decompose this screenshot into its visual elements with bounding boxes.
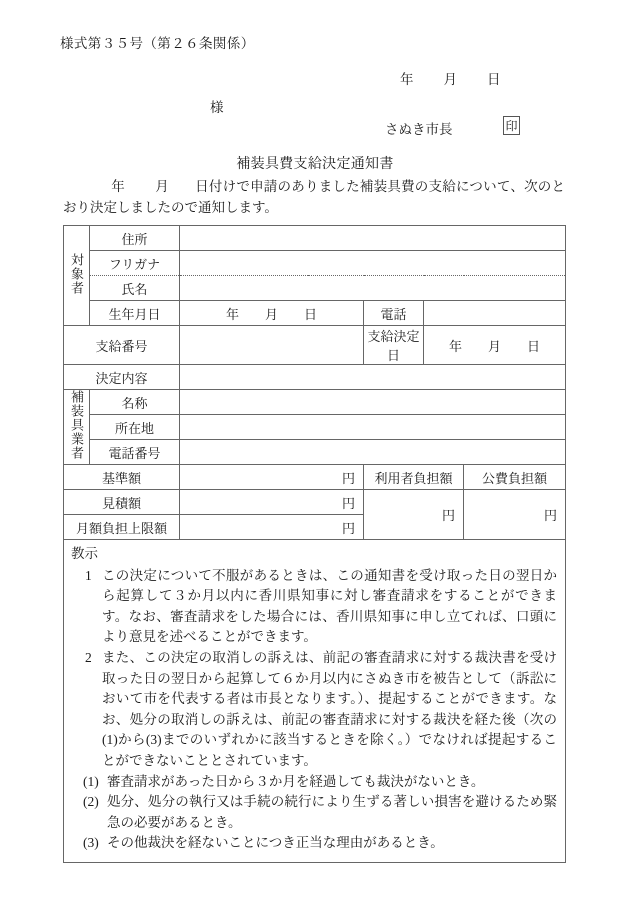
label-address: 住所 (90, 226, 180, 251)
field-decision-content[interactable] (180, 365, 566, 390)
notice-subitem-1-text: 審査請求があった日から３か月を経過しても裁決がないとき。 (107, 773, 485, 789)
table-row (64, 276, 566, 301)
field-birthdate[interactable] (180, 301, 364, 326)
field-vendor-address[interactable] (180, 415, 566, 440)
notice-item-2 (71, 648, 557, 772)
table-row (64, 365, 566, 390)
lead-month: 月 (154, 179, 169, 194)
label-payment-number: 支給番号 (64, 326, 180, 365)
lead-paragraph (63, 176, 565, 218)
label-furigana: フリガナ (90, 251, 180, 276)
field-furigana[interactable] (180, 251, 566, 276)
birthdate-day: 日 (304, 306, 318, 322)
notice-subitem-1-number: (1) (83, 773, 99, 789)
subject-group-label (64, 226, 90, 326)
notice-subitem-3-text: その他裁決を経ないことにつき正当な理由があるとき。 (107, 835, 444, 851)
label-decision-content: 決定内容 (64, 365, 180, 390)
label-vendor-address: 所在地 (90, 415, 180, 440)
notice-subitem-2 (71, 792, 557, 833)
page-title: 補装具費支給決定通知書 (236, 157, 394, 172)
table-row (64, 390, 566, 415)
field-phone[interactable] (424, 301, 566, 326)
table-row (64, 251, 566, 276)
decision-date-year: 年 (449, 338, 463, 354)
notice-item-1 (71, 566, 557, 648)
lead-text: 日付けで申請のありました補装具費の支給について、次のとおり決定しましたので通知します。 (63, 179, 566, 215)
label-user-burden: 利用者負担額 (364, 465, 464, 490)
yen-unit: 円 (441, 508, 455, 523)
field-user-burden[interactable] (364, 490, 464, 540)
vendor-group-label (64, 390, 90, 465)
birthdate-year: 年 (225, 306, 239, 322)
field-payment-number[interactable] (180, 326, 364, 365)
yen-unit: 円 (341, 495, 355, 511)
label-estimate-amount: 見積額 (64, 490, 180, 515)
label-public-burden: 公費負担額 (464, 465, 566, 490)
label-phone: 電話 (364, 301, 424, 326)
table-row (64, 540, 566, 863)
notice-subitem-1 (71, 772, 557, 793)
notice-item-1-text: この決定について不服があるときは、この通知書を受け取った日の翌日から起算して３か月以内に香川県知事に対し審査請求をすることができます。なお、審査請求をした場合には、香川県知事に申し立てれば、口頭により意見を述べることができます。 (102, 567, 558, 645)
label-monthly-cap-amount: 月額負担上限額 (64, 515, 180, 540)
birthdate-month: 月 (264, 306, 278, 322)
field-vendor-name[interactable] (180, 390, 566, 415)
notice-item-1-number: 1 (85, 567, 92, 583)
table-row (64, 440, 566, 465)
decision-form-table (63, 225, 566, 863)
label-decision-date: 支給決定日 (364, 326, 424, 365)
field-estimate-amount[interactable] (180, 490, 364, 515)
notice-item-2-text: また、この決定の取消しの訴えは、前記の審査請求に対する裁決書を受け取った日の翌日から起算して６か月以内にさぬき市を被告として（訴訟において市を代表する者は市長となります。）、提起することができます。なお、処分の取消しの訴えは、前記の審査請求に対する裁決を経た後（次の(1)から(3)までのいずれかに該当するときを除く。）でなければ提起することができないこととされています。 (102, 649, 558, 768)
field-name[interactable] (180, 276, 566, 301)
field-address[interactable] (180, 226, 566, 251)
yen-unit: 円 (341, 470, 355, 486)
notice-heading: 教示 (71, 546, 98, 561)
yen-unit: 円 (341, 520, 355, 536)
notice-section (64, 540, 566, 863)
field-standard-amount[interactable] (180, 465, 364, 490)
vendor-group-label-text: 補装具業者 (69, 390, 84, 460)
table-row (64, 301, 566, 326)
table-row (64, 415, 566, 440)
field-public-burden[interactable] (464, 490, 566, 540)
notice-subitem-3 (71, 833, 557, 854)
notice-item-2-number: 2 (85, 649, 92, 665)
lead-year: 年 (111, 179, 125, 194)
seal-stamp-box: 印 (503, 116, 520, 135)
field-vendor-phone[interactable] (180, 440, 566, 465)
notice-subitem-3-number: (3) (83, 835, 99, 851)
form-number: 様式第３５号（第２６条関係） (60, 36, 255, 51)
addressee-suffix: 様 (210, 100, 224, 115)
field-monthly-cap-amount[interactable] (180, 515, 364, 540)
label-vendor-phone: 電話番号 (90, 440, 180, 465)
yen-unit: 円 (544, 508, 558, 523)
subject-group-label-text: 対象者 (69, 252, 84, 295)
decision-date-day: 日 (527, 338, 541, 354)
decision-date-month: 月 (488, 338, 502, 354)
issuer-name: さぬき市長 (385, 122, 453, 137)
notice-subitem-2-number: (2) (83, 794, 99, 810)
table-row (64, 465, 566, 490)
table-row (64, 226, 566, 251)
table-row (64, 490, 566, 515)
label-standard-amount: 基準額 (64, 465, 180, 490)
field-decision-date[interactable] (424, 326, 566, 365)
notice-subitem-2-text: 処分、処分の執行又は手続の続行により生ずる著しい損害を避けるため緊急の必要があるとき。 (107, 794, 558, 830)
label-vendor-name: 名称 (90, 390, 180, 415)
table-row (64, 326, 566, 365)
issue-date-day: 日 (487, 72, 501, 87)
label-birthdate: 生年月日 (90, 301, 180, 326)
issue-date-year: 年 (400, 72, 414, 87)
issue-date-line (400, 68, 501, 88)
issue-date-month: 月 (443, 72, 457, 87)
label-name: 氏名 (90, 276, 180, 301)
